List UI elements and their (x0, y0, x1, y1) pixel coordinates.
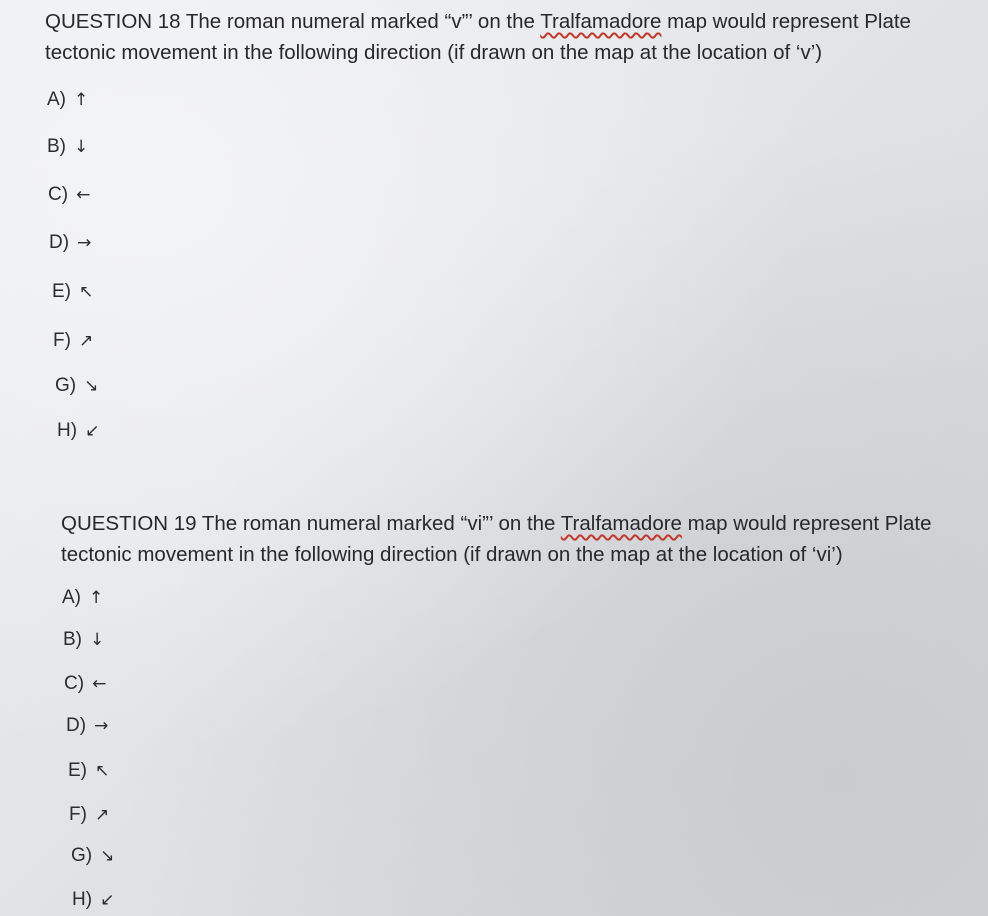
question-18-option-f[interactable] (53, 329, 93, 353)
question-19-option-f[interactable] (69, 803, 109, 827)
option-label: A) (47, 89, 66, 110)
arrow-up-right-icon: ↗ (94, 805, 110, 825)
arrow-down-left-icon: ↙ (85, 421, 100, 441)
question-19-option-h[interactable] (72, 888, 114, 912)
arrow-up-right-icon: ↗ (78, 331, 94, 351)
option-label: A) (62, 587, 81, 608)
arrow-left-icon: ← (92, 674, 107, 694)
arrow-right-icon: → (77, 233, 92, 253)
question-19-text-start: QUESTION 19 The roman numeral marked “vi”’ on the (61, 512, 561, 535)
arrow-up-icon: ↑ (74, 90, 89, 110)
arrow-left-icon: ← (76, 185, 91, 205)
question-18 (45, 6, 975, 441)
option-label: C) (48, 184, 69, 205)
option-label: E) (68, 760, 87, 781)
arrow-down-right-icon: ↘ (100, 846, 115, 866)
option-label: G) (55, 375, 77, 396)
arrow-down-icon: ↓ (74, 137, 89, 157)
question-18-option-b[interactable] (47, 135, 88, 159)
option-label: H) (57, 420, 78, 441)
question-19-option-g[interactable] (71, 844, 114, 868)
arrow-up-icon: ↑ (89, 588, 104, 608)
question-19-option-b[interactable] (63, 628, 104, 652)
question-18-text (45, 6, 975, 68)
option-label: F) (69, 804, 87, 825)
option-label: F) (53, 330, 71, 351)
option-label: B) (63, 629, 82, 650)
arrow-up-left-icon: ↖ (95, 761, 110, 781)
question-18-option-d[interactable] (49, 231, 91, 255)
question-18-map-name: Tralfamadore (540, 10, 662, 33)
arrow-right-icon: → (94, 716, 109, 736)
question-18-option-h[interactable] (57, 419, 99, 443)
question-19-option-e[interactable] (68, 759, 109, 783)
question-19-text (61, 508, 961, 570)
question-18-text-start: QUESTION 18 The roman numeral marked “v”’ on the (45, 10, 541, 33)
option-label: D) (66, 715, 87, 736)
option-label: H) (72, 889, 93, 910)
question-18-text-end: map would represent Plate tectonic movement in the following direction (if drawn on the map at the location of ‘v’) (45, 10, 911, 64)
question-19-option-a[interactable] (62, 586, 103, 610)
arrow-up-left-icon: ↖ (79, 282, 94, 302)
option-label: E) (52, 281, 71, 302)
question-19-option-c[interactable] (64, 672, 106, 696)
question-19-text-end: map would represent Plate tectonic movement in the following direction (if drawn on the map at the location of ‘vi’) (61, 512, 932, 566)
option-label: G) (71, 845, 93, 866)
arrow-down-right-icon: ↘ (84, 376, 99, 396)
question-18-option-g[interactable] (55, 374, 98, 398)
question-19-map-name: Tralfamadore (560, 512, 682, 535)
question-18-option-a[interactable] (47, 88, 88, 112)
option-label: D) (49, 232, 70, 253)
arrow-down-icon: ↓ (90, 630, 105, 650)
option-label: C) (64, 673, 85, 694)
question-19-option-d[interactable] (66, 714, 108, 738)
option-label: B) (47, 136, 66, 157)
question-19 (61, 508, 961, 910)
question-18-option-e[interactable] (52, 280, 93, 304)
question-18-option-c[interactable] (48, 183, 90, 207)
arrow-down-left-icon: ↙ (100, 890, 115, 910)
